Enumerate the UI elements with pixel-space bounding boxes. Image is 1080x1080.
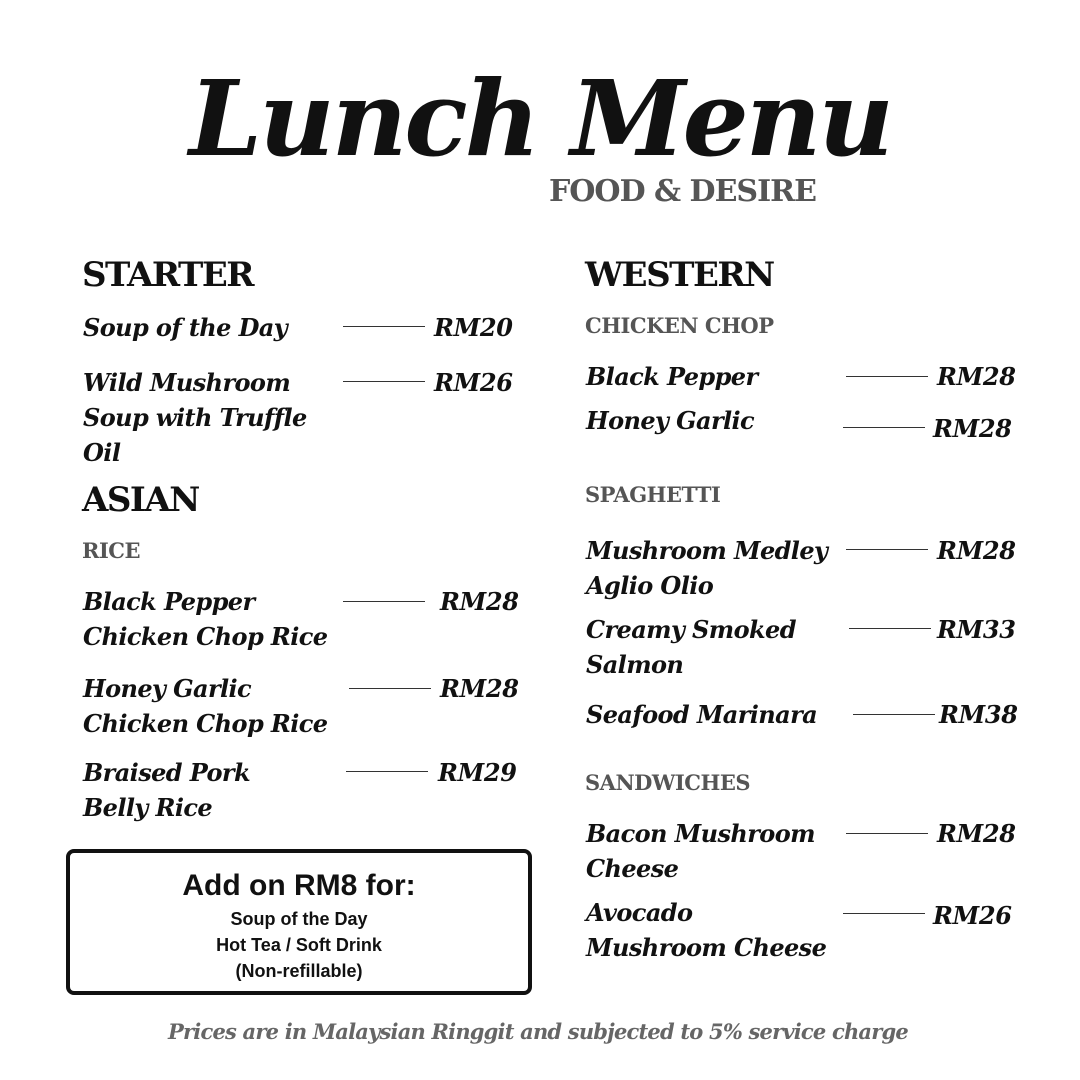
menu-item-name: Braised Pork Belly Rice <box>83 758 250 822</box>
menu-item-price: RM26 <box>434 368 513 397</box>
section-heading-asian: ASIAN <box>82 480 199 520</box>
category-label-chicken-chop: CHICKEN CHOP <box>585 313 774 338</box>
price-leader-line <box>843 913 925 914</box>
menu-title: Lunch Menu <box>188 57 891 180</box>
price-leader-line <box>343 326 425 327</box>
menu-item-name: Honey Garlic Chicken Chop Rice <box>83 674 328 738</box>
price-leader-line <box>853 714 935 715</box>
price-leader-line <box>846 549 928 550</box>
menu-item-price: RM28 <box>937 536 1016 565</box>
category-label-spaghetti: SPAGHETTI <box>585 482 721 507</box>
menu-item-name: Black Pepper <box>586 362 758 391</box>
price-leader-line <box>846 376 928 377</box>
menu-item-price: RM29 <box>438 758 517 787</box>
addon-line: Hot Tea / Soft Drink <box>216 935 382 955</box>
price-leader-line <box>343 381 425 382</box>
price-leader-line <box>849 628 931 629</box>
menu-item-price: RM38 <box>939 700 1018 729</box>
menu-item-price: RM28 <box>937 362 1016 391</box>
menu-item-name: Seafood Marinara <box>586 700 818 729</box>
addon-line: Soup of the Day <box>230 909 368 929</box>
footer-note: Prices are in Malaysian Ringgit and subjected to 5% service charge <box>168 1019 908 1044</box>
price-leader-line <box>843 427 925 428</box>
section-heading-western: WESTERN <box>585 255 774 295</box>
menu-item-name: Black Pepper Chicken Chop Rice <box>83 587 328 651</box>
menu-item-name: Avocado Mushroom Cheese <box>586 898 827 962</box>
addon-line: (Non-refillable) <box>235 961 363 981</box>
menu-item-name: Wild Mushroom Soup with Truffle Oil <box>83 368 307 467</box>
menu-item-name: Soup of the Day <box>83 313 288 342</box>
category-label-sandwiches: SANDWICHES <box>585 770 750 795</box>
price-leader-line <box>349 688 431 689</box>
menu-item-price: RM28 <box>933 414 1012 443</box>
menu-item-price: RM33 <box>937 615 1016 644</box>
category-label-rice: RICE <box>82 538 140 563</box>
menu-item-price: RM28 <box>440 587 519 616</box>
menu-item-price: RM28 <box>440 674 519 703</box>
menu-item-name: Bacon Mushroom Cheese <box>586 819 815 883</box>
menu-item-price: RM28 <box>937 819 1016 848</box>
restaurant-name: FOOD & DESIRE <box>549 174 816 209</box>
section-heading-starter: STARTER <box>82 255 254 295</box>
addon-box <box>66 849 532 995</box>
menu-item-price: RM26 <box>933 901 1012 930</box>
menu-item-name: Honey Garlic <box>586 406 755 435</box>
menu-item-name: Mushroom Medley Aglio Olio <box>586 536 828 600</box>
addon-title: Add on RM8 for: <box>182 869 416 902</box>
price-leader-line <box>343 601 425 602</box>
price-leader-line <box>346 771 428 772</box>
price-leader-line <box>846 833 928 834</box>
menu-item-price: RM20 <box>434 313 513 342</box>
menu-item-name: Creamy Smoked Salmon <box>586 615 796 679</box>
